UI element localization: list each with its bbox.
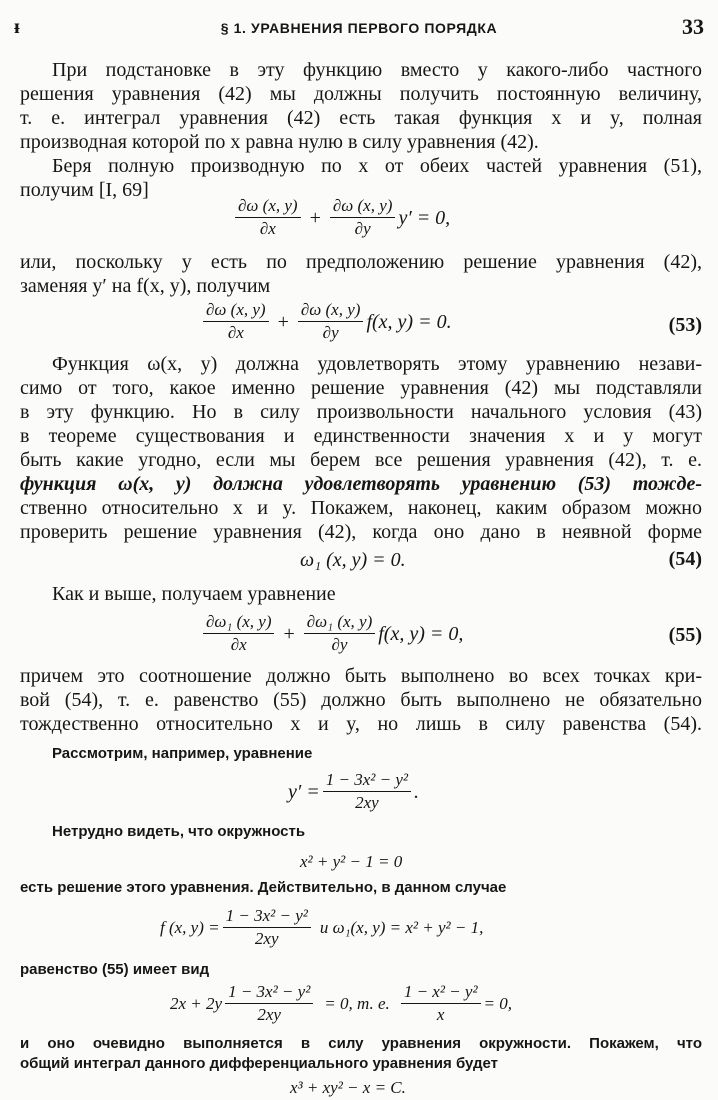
text-line: вой (54), т. е. равенство (55) должно быть выполнено не обязательно bbox=[20, 689, 702, 711]
text-line: причем это соотношение должно быть выполнено во всех точках кри- bbox=[20, 665, 702, 687]
text-line: Рассмотрим, например, уравнение bbox=[52, 745, 313, 762]
page-number: 33 bbox=[682, 14, 704, 39]
text-line: тождественно относительно x и y, но лишь в силу равенства (54). bbox=[20, 713, 702, 735]
text-line: Функция ω(x, y) должна удовлетворять этому уравнению незави- bbox=[52, 353, 702, 375]
running-title: § 1. УРАВНЕНИЯ ПЕРВОГО ПОРЯДКА bbox=[220, 20, 498, 36]
text-line: в теореме существования и единственности значения x и y могут bbox=[20, 425, 702, 447]
equation-54: ω₁ (x, y) = 0. bbox=[300, 549, 406, 571]
margin-mark: ᵻ bbox=[14, 16, 20, 38]
text-line: равенство (55) имеет вид bbox=[20, 961, 210, 978]
text-line: общий интеграл данного дифференциального уравнения будет bbox=[20, 1055, 499, 1072]
equation-number: (53) bbox=[668, 314, 702, 336]
equation-fdef: f (x, y) = $\frac{\text{1 − 3x² − y²}}{2xy}$ и ω₁(x, y) = x² + y² − 1, bbox=[160, 906, 484, 948]
text-line: или, поскольку y есть по предположению решение уравнения (42), bbox=[20, 251, 702, 273]
text-line: Как и выше, получаем уравнение bbox=[52, 583, 336, 605]
text-line: заменяя y′ на f(x, y), получим bbox=[20, 275, 271, 297]
text-line: функция ω(x, y) должна удовлетворять уравнению (53) тожде- bbox=[20, 473, 702, 495]
equation-ode: y′ = $\frac{\text{1 − 3x² − y²}}{2xy}$ . bbox=[288, 770, 419, 812]
text-line: проверить решение уравнения (42), когда оно дано в неявной форме bbox=[20, 521, 702, 543]
equation-circle: x² + y² − 1 = 0 bbox=[300, 852, 403, 871]
equation-number: (55) bbox=[668, 624, 702, 646]
text-line: Беря полную производную по x от обеих частей уравнения (51), bbox=[52, 155, 702, 177]
text-line: симо от того, какое именно решение уравнения (42) мы подставляли bbox=[20, 377, 702, 399]
equation-52: $\frac{\partial\omega (x, y)}{\partial x}$ + $\frac{\partial\omega (x, y)}{\partial y}$ y′ = 0, bbox=[232, 196, 450, 239]
running-header bbox=[14, 10, 704, 40]
text-line: производная которой по x равна нулю в силу уравнения (42). bbox=[20, 131, 539, 153]
text-line: есть решение этого уравнения. Действительно, в данном случае bbox=[20, 879, 507, 896]
equation-number: (54) bbox=[668, 548, 702, 570]
text-line: и оно очевидно выполняется в силу уравнения окружности. Покажем, что bbox=[20, 1035, 702, 1052]
equation-general-integral: x³ + xy² − x = C. bbox=[290, 1078, 406, 1097]
text-line: решения уравнения (42) мы должны получить постоянную величину, bbox=[20, 83, 702, 105]
text-line: в эту функцию. Но в силу произвольности начального условия (43) bbox=[20, 401, 702, 423]
equation-55: $\frac{\text{∂ω₁ (x, y)}}{\partial x}$ + $\frac{\text{∂ω₁ (x, y)}}{\partial y}$ f(x, y) = 0, bbox=[200, 612, 463, 655]
text-line: При подстановке в эту функцию вместо y какого-либо частного bbox=[52, 59, 702, 81]
text-line: Нетрудно видеть, что окружность bbox=[52, 823, 306, 840]
text-line: получим [I, 69] bbox=[20, 179, 149, 201]
text-line: быть какие угодно, если мы берем все решения уравнения (42), т. е. bbox=[20, 449, 702, 471]
text-line: т. е. интеграл уравнения (42) есть такая функция x и y, полная bbox=[20, 107, 702, 129]
equation-53: $\frac{\partial\omega (x, y)}{\partial x}$ + $\frac{\partial\omega (x, y)}{\partial y}$ f(x, y) = 0. bbox=[200, 300, 452, 343]
equation-check: 2x + 2y $\frac{\text{1 − 3x² − y²}}{2xy}$ = 0, т. е. $\frac{\text{1 − x² − y²}}{x}$ = 0, bbox=[170, 982, 513, 1024]
text-line: ственно относительно x и y. Покажем, наконец, каким образом можно bbox=[20, 497, 702, 519]
